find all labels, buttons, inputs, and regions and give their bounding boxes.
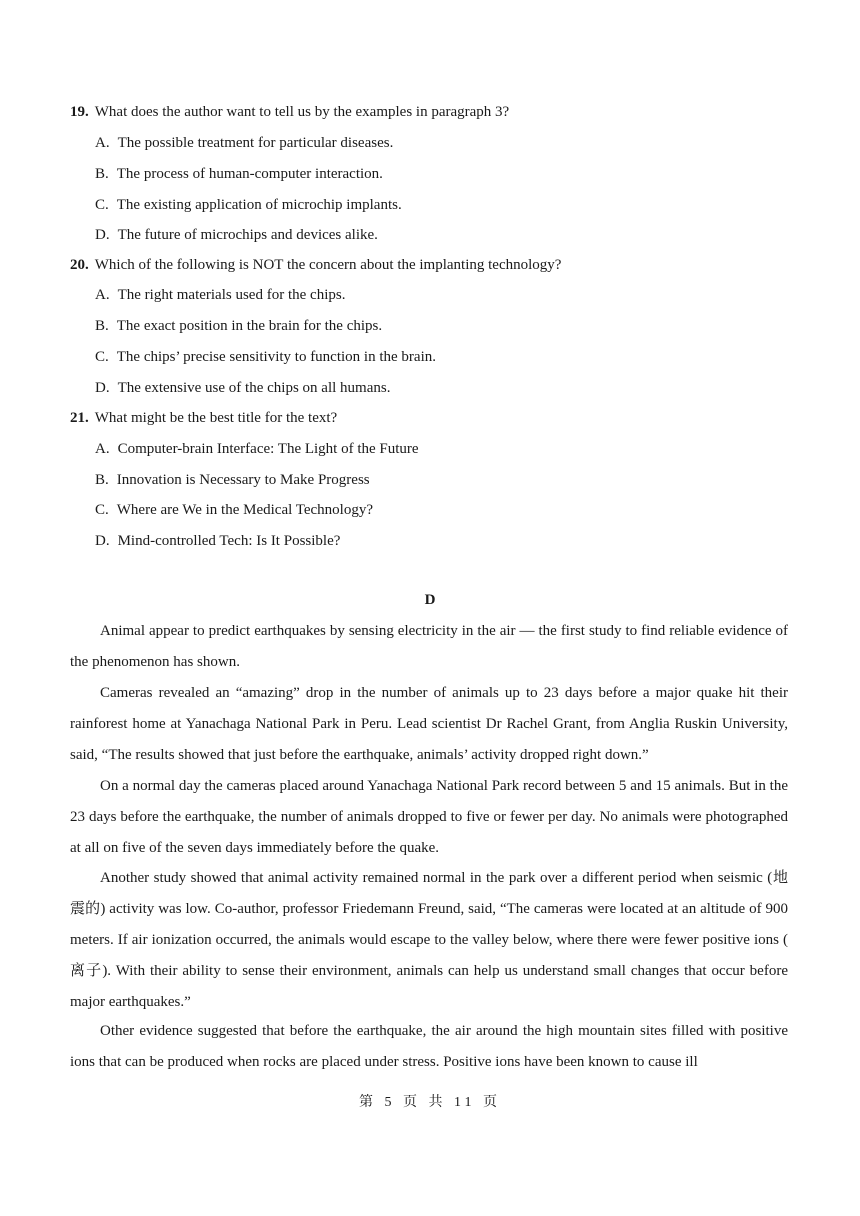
option-19-d[interactable] — [95, 225, 378, 245]
question-text: Which of the following is NOT the concern about the implanting technology? — [94, 257, 562, 273]
passage-paragraph-2: Cameras revealed an “amazing” drop in the number of animals up to 23 days before a major quake hit their rainforest home at Yanachaga National Park in Peru. Lead scientist Dr Rachel Grant, from Anglia Ruskin University, said, “The results showed that just before the earthquake, animals’ activity dropped right down.” — [70, 685, 788, 763]
option-letter: D. — [95, 227, 110, 243]
option-19-a[interactable] — [95, 133, 393, 153]
option-text: The process of human-computer interaction. — [116, 166, 383, 182]
option-20-d[interactable] — [95, 378, 390, 398]
option-19-c[interactable] — [95, 195, 402, 215]
option-20-a[interactable] — [95, 285, 345, 305]
question-21 — [70, 408, 337, 428]
option-letter: A. — [95, 135, 110, 151]
option-letter: C. — [95, 502, 109, 518]
question-text: What does the author want to tell us by the examples in paragraph 3? — [94, 104, 510, 120]
option-21-b[interactable] — [95, 470, 370, 490]
option-text: The future of microchips and devices alike. — [117, 227, 378, 243]
section-title: D — [424, 592, 436, 608]
option-text: Innovation is Necessary to Make Progress — [116, 472, 370, 488]
option-text: The extensive use of the chips on all humans. — [117, 380, 391, 396]
option-letter: A. — [95, 287, 110, 303]
passage-paragraph-3: On a normal day the cameras placed around Yanachaga National Park record between 5 and 15 animals. But in the 23 days before the earthquake, the number of animals dropped to five or fewer per day. No animals were photographed at all on five of the seven days immediately before the quake. — [70, 778, 788, 856]
option-text: Where are We in the Medical Technology? — [116, 502, 374, 518]
option-text: The possible treatment for particular diseases. — [117, 135, 394, 151]
option-text: Computer-brain Interface: The Light of the Future — [117, 441, 419, 457]
option-letter: B. — [95, 472, 109, 488]
question-number: 19. — [70, 104, 89, 120]
option-20-c[interactable] — [95, 347, 436, 367]
question-20 — [70, 255, 561, 275]
option-21-a[interactable] — [95, 439, 419, 459]
page-footer: 第 5 页 共 11 页 — [359, 1095, 501, 1110]
option-letter: B. — [95, 166, 109, 182]
option-text: The right materials used for the chips. — [117, 287, 346, 303]
passage-paragraph-5: Other evidence suggested that before the earthquake, the air around the high mountain sites filled with positive ions that can be produced when rocks are placed under stress. Positive ions have been known to cause ill — [70, 1023, 788, 1070]
option-letter: A. — [95, 441, 110, 457]
option-21-c[interactable] — [95, 500, 373, 520]
passage-paragraph-4: Another study showed that animal activity remained normal in the park over a different period when seismic (地震的) activity was low. Co-author, professor Friedemann Freund, said, “The cameras were located at an altitude of 900 meters. If air ionization occurred, the animals would escape to the valley below, where there were fewer positive ions ( 离子). With their ability to sense their environment, animals can help us understand small changes that occur before major earthquakes.” — [70, 870, 788, 1010]
option-text: Mind-controlled Tech: Is It Possible? — [117, 533, 341, 549]
option-text: The chips’ precise sensitivity to function in the brain. — [116, 349, 436, 365]
option-text: The existing application of microchip implants. — [116, 197, 402, 213]
option-letter: D. — [95, 533, 110, 549]
option-letter: B. — [95, 318, 109, 334]
question-number: 21. — [70, 410, 89, 426]
option-21-d[interactable] — [95, 531, 340, 551]
option-text: The exact position in the brain for the chips. — [116, 318, 383, 334]
passage-paragraph-1: Animal appear to predict earthquakes by sensing electricity in the air — the first study to find reliable evidence of the phenomenon has shown. — [70, 623, 788, 670]
option-letter: D. — [95, 380, 110, 396]
option-letter: C. — [95, 197, 109, 213]
question-text: What might be the best title for the text? — [94, 410, 338, 426]
question-number: 20. — [70, 257, 89, 273]
option-20-b[interactable] — [95, 316, 382, 336]
question-19 — [70, 102, 509, 122]
option-19-b[interactable] — [95, 164, 383, 184]
option-letter: C. — [95, 349, 109, 365]
